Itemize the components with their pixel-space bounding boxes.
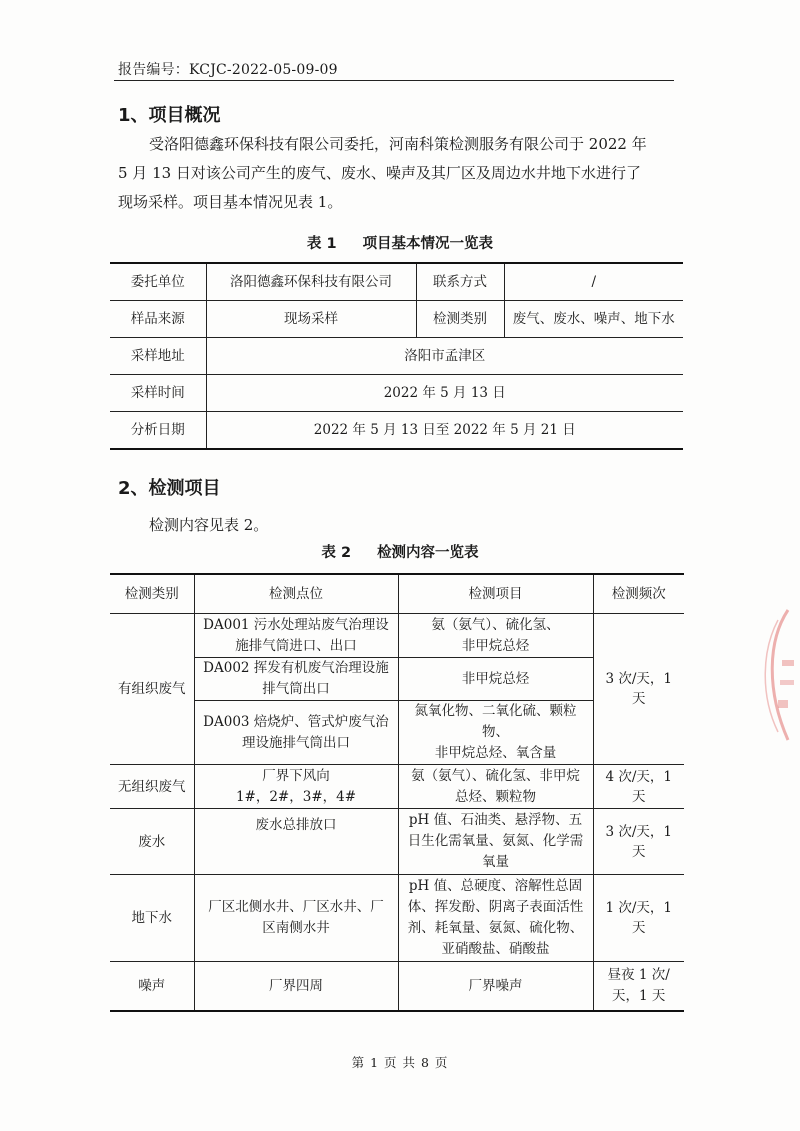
table-header-row xyxy=(110,574,684,614)
paragraph-line: 5 月 13 日对该公司产生的废气、废水、噪声及其厂区及周边水井地下水进行了 xyxy=(118,164,641,182)
report-number: 报告编号：KCJC-2022-05-09-09 xyxy=(118,62,338,78)
address-value: 洛阳市孟津区 xyxy=(206,338,683,375)
cell-line: 区南侧水井 xyxy=(262,920,330,936)
items-cell xyxy=(398,658,593,701)
items-cell xyxy=(398,701,593,765)
cell-line: 非甲烷总烃、氧含量 xyxy=(434,745,557,761)
table-row xyxy=(110,338,683,375)
table-row xyxy=(110,301,683,338)
cell-line: DA002 挥发有机废气治理设施 xyxy=(203,660,389,676)
point-cell xyxy=(194,765,398,809)
cell-line: 昼夜 1 次/ xyxy=(607,967,670,983)
table-2-number: 表 2 xyxy=(321,545,352,561)
cell-line: 氨（氨气）、硫化氢、非甲烷 xyxy=(411,767,580,784)
cell-line: 非甲烷总烃 xyxy=(461,637,530,654)
table-row xyxy=(110,875,684,962)
cell-line: pH 值、总硬度、溶解性总固 xyxy=(408,878,583,894)
sampling-time-value: 2022 年 5 月 13 日 xyxy=(206,375,683,412)
contact-label: 联系方式 xyxy=(416,263,504,301)
paragraph-line: 受洛阳德鑫环保科技有限公司委托，河南科策检测服务有限公司于 2022 年 xyxy=(149,135,647,153)
cell-line: 天，1 天 xyxy=(612,988,666,1004)
table-1-number: 表 1 xyxy=(306,236,337,252)
cell-line: 1#，2#，3#，4# xyxy=(235,788,357,805)
cell-line: 剂、耗氧量、氨氮、硫化物、 xyxy=(407,920,584,936)
point-cell xyxy=(194,809,398,875)
client-value: 洛阳德鑫环保科技有限公司 xyxy=(206,263,416,301)
source-label: 样品来源 xyxy=(110,301,206,338)
category-cell: 废水 xyxy=(110,809,194,875)
point-cell xyxy=(194,658,398,701)
cell-line: DA003 焙烧炉、管式炉废气治 xyxy=(203,713,389,730)
frequency-cell: 3 次/天，1 天 xyxy=(593,614,684,765)
contact-value: / xyxy=(504,263,683,301)
cell-line: 氨（氨气）、硫化氢、 xyxy=(431,616,560,633)
category-cell: 噪声 xyxy=(110,962,194,1012)
point-cell xyxy=(194,614,398,658)
header-frequency: 检测频次 xyxy=(593,574,684,614)
items-cell xyxy=(398,962,593,1012)
items-cell xyxy=(398,614,593,658)
analysis-date-label: 分析日期 xyxy=(110,412,206,450)
cell-line: 厂界下风向 xyxy=(262,767,330,784)
items-cell xyxy=(398,765,593,809)
project-info-table xyxy=(110,262,683,450)
cell-line: 废水总排放口 xyxy=(255,817,337,833)
address-label: 采样地址 xyxy=(110,338,206,375)
header-divider xyxy=(114,80,674,81)
table-row xyxy=(110,765,684,809)
cell-line: 氧量 xyxy=(482,854,509,870)
cell-line: pH 值、石油类、悬浮物、五 xyxy=(408,812,583,828)
cell-line: DA001 污水处理站废气治理设 xyxy=(203,616,389,633)
cell-line: 厂区北侧水井、厂区水井、厂 xyxy=(208,899,384,915)
table-2-caption xyxy=(0,541,800,562)
cell-line: 厂界噪声 xyxy=(468,977,523,994)
category-cell: 无组织废气 xyxy=(110,765,194,809)
category-value: 废气、废水、噪声、地下水 xyxy=(504,301,683,338)
table-row xyxy=(110,809,684,875)
category-cell: 地下水 xyxy=(110,875,194,962)
cell-line: 施排气筒进口、出口 xyxy=(235,637,357,654)
cell-line: 厂界四周 xyxy=(269,977,323,994)
table-1-title: 项目基本情况一览表 xyxy=(362,236,494,252)
table-row xyxy=(110,263,683,301)
cell-line: 非甲烷总烃 xyxy=(461,670,530,687)
frequency-cell: 1 次/天，1 天 xyxy=(593,875,684,962)
source-value: 现场采样 xyxy=(206,301,416,338)
frequency-cell: 4 次/天，1 天 xyxy=(593,765,684,809)
frequency-cell: 3 次/天，1 天 xyxy=(593,809,684,875)
cell-line: 总烃、颗粒物 xyxy=(455,788,536,805)
paragraph-line: 检测内容见表 2。 xyxy=(149,516,269,534)
category-label: 检测类别 xyxy=(416,301,504,338)
category-cell: 有组织废气 xyxy=(110,614,194,765)
seal-stamp-icon xyxy=(748,600,800,750)
table-row xyxy=(110,375,683,412)
cell-line: 体、挥发酚、阴离子表面活性 xyxy=(407,899,584,915)
section-2-paragraph xyxy=(118,511,680,540)
table-row xyxy=(110,412,683,450)
header-category: 检测类别 xyxy=(110,574,194,614)
section-1-title: 1、项目概况 xyxy=(118,105,221,126)
items-cell xyxy=(398,875,593,962)
section-1-paragraph xyxy=(118,130,680,217)
cell-line: 亚硝酸盐、硝酸盐 xyxy=(441,941,550,957)
test-content-table xyxy=(110,573,684,1012)
cell-line: 理设施排气筒出口 xyxy=(242,734,350,751)
client-label: 委托单位 xyxy=(110,263,206,301)
cell-line: 日生化需氧量、氨氮、化学需 xyxy=(407,833,584,849)
paragraph-line: 现场采样。项目基本情况见表 1。 xyxy=(118,193,343,211)
header-items: 检测项目 xyxy=(398,574,593,614)
table-2-title: 检测内容一览表 xyxy=(377,545,479,561)
point-cell xyxy=(194,875,398,962)
page-footer: 第 1 页 共 8 页 xyxy=(351,1055,449,1070)
analysis-date-value: 2022 年 5 月 13 日至 2022 年 5 月 21 日 xyxy=(206,412,683,450)
table-row xyxy=(110,962,684,1012)
point-cell xyxy=(194,701,398,765)
sampling-time-label: 采样时间 xyxy=(110,375,206,412)
cell-line: 排气筒出口 xyxy=(262,681,330,697)
cell-line: 氮氧化物、二氧化硫、颗粒物、 xyxy=(414,703,577,740)
section-2-title: 2、检测项目 xyxy=(118,478,221,499)
table-1-caption xyxy=(0,232,800,253)
header-point: 检测点位 xyxy=(194,574,398,614)
table-row xyxy=(110,614,684,658)
frequency-cell xyxy=(593,962,684,1012)
items-cell xyxy=(398,809,593,875)
point-cell xyxy=(194,962,398,1012)
